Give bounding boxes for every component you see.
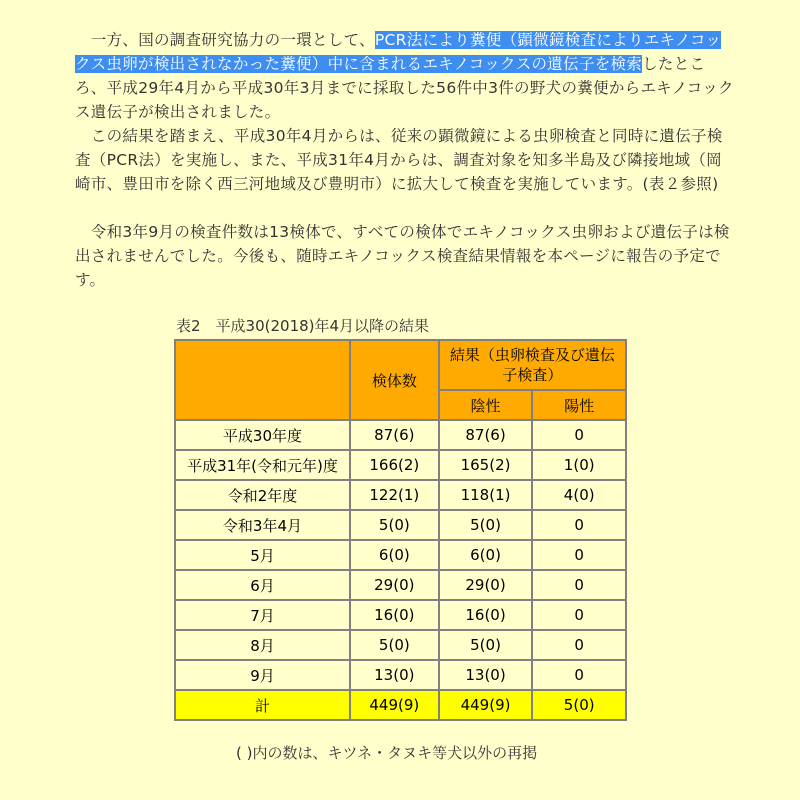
cell-count: 13(0) [350,660,439,690]
paragraph-text: 一方、国の調査研究協力の一環として、 [75,31,375,49]
cell-positive: 0 [532,510,626,540]
table-row [175,450,626,480]
table-row [175,660,626,690]
cell-period: 9月 [175,660,350,690]
cell-count: 122(1) [350,480,439,510]
cell-count: 5(0) [350,630,439,660]
header-result: 結果（虫卵検査及び遺伝子検査） [439,340,626,390]
cell-period: 令和2年度 [175,480,350,510]
table-row [175,570,626,600]
header-period [175,340,350,420]
cell-count: 29(0) [350,570,439,600]
cell-count: 6(0) [350,540,439,570]
cell-positive: 0 [532,630,626,660]
cell-negative: 29(0) [439,570,533,600]
cell-positive: 4(0) [532,480,626,510]
cell-period: 平成30年度 [175,420,350,450]
cell-negative: 87(6) [439,420,533,450]
table-row [175,420,626,450]
table-total-row [175,690,626,720]
header-negative: 陰性 [439,390,533,420]
cell-count: 16(0) [350,600,439,630]
header-count: 検体数 [350,340,439,420]
paragraph-latest-results: 令和3年9月の検査件数は13検体で、すべての検体でエキノコックス虫卵および遺伝子は検出されませんでした。今後も、随時エキノコックス検査結果情報を本ページに報告の予定です。 [75,223,730,289]
cell-period: 平成31年(令和元年)度 [175,450,350,480]
cell-period: 令和3年4月 [175,510,350,540]
cell-count: 166(2) [350,450,439,480]
cell-positive: 0 [532,420,626,450]
cell-period: 7月 [175,600,350,630]
cell-negative: 449(9) [439,690,533,720]
cell-count: 87(6) [350,420,439,450]
cell-positive: 5(0) [532,690,626,720]
table-row [175,540,626,570]
table-caption: 表2 平成30(2018)年4月以降の結果 [176,317,430,335]
table-note: ( )内の数は、キツネ・タヌキ等犬以外の再掲 [236,744,538,762]
cell-positive: 0 [532,660,626,690]
cell-count: 5(0) [350,510,439,540]
cell-positive: 0 [532,570,626,600]
cell-period: 5月 [175,540,350,570]
table-row [175,510,626,540]
cell-period: 計 [175,690,350,720]
cell-period: 6月 [175,570,350,600]
cell-negative: 118(1) [439,480,533,510]
table-body [175,420,626,720]
cell-negative: 5(0) [439,630,533,660]
header-positive: 陽性 [532,390,626,420]
cell-period: 8月 [175,630,350,660]
cell-negative: 16(0) [439,600,533,630]
cell-positive: 0 [532,600,626,630]
selected-text[interactable]: PCR法により糞便（顕微鏡検査によりエキノコックス虫卵が検出されなかった糞便）中に含まれるエキノコックスの遺伝子を検索 [75,31,722,73]
table-row [175,630,626,660]
cell-negative: 5(0) [439,510,533,540]
cell-count: 449(9) [350,690,439,720]
paragraph-pcr-study [75,28,735,124]
cell-positive: 0 [532,540,626,570]
table-row [175,480,626,510]
table-row [175,600,626,630]
cell-negative: 6(0) [439,540,533,570]
results-table [174,339,627,721]
paragraph-text: したところ、平成29年4月から平成30年3月までに採取した56件中3件の野犬の糞便からエキノコックス遺伝子が検出されました。 [75,55,734,121]
cell-positive: 1(0) [532,450,626,480]
cell-negative: 165(2) [439,450,533,480]
cell-negative: 13(0) [439,660,533,690]
paragraph-expansion: この結果を踏まえ、平成30年4月からは、従来の顕微鏡による虫卵検査と同時に遺伝子検査（PCR法）を実施し、また、平成31年4月からは、調査対象を知多半島及び隣接地域（岡崎市、豊田市を除く西三河地域及び豊明市）に拡大して検査を実施しています。(表２参照) [75,127,723,193]
